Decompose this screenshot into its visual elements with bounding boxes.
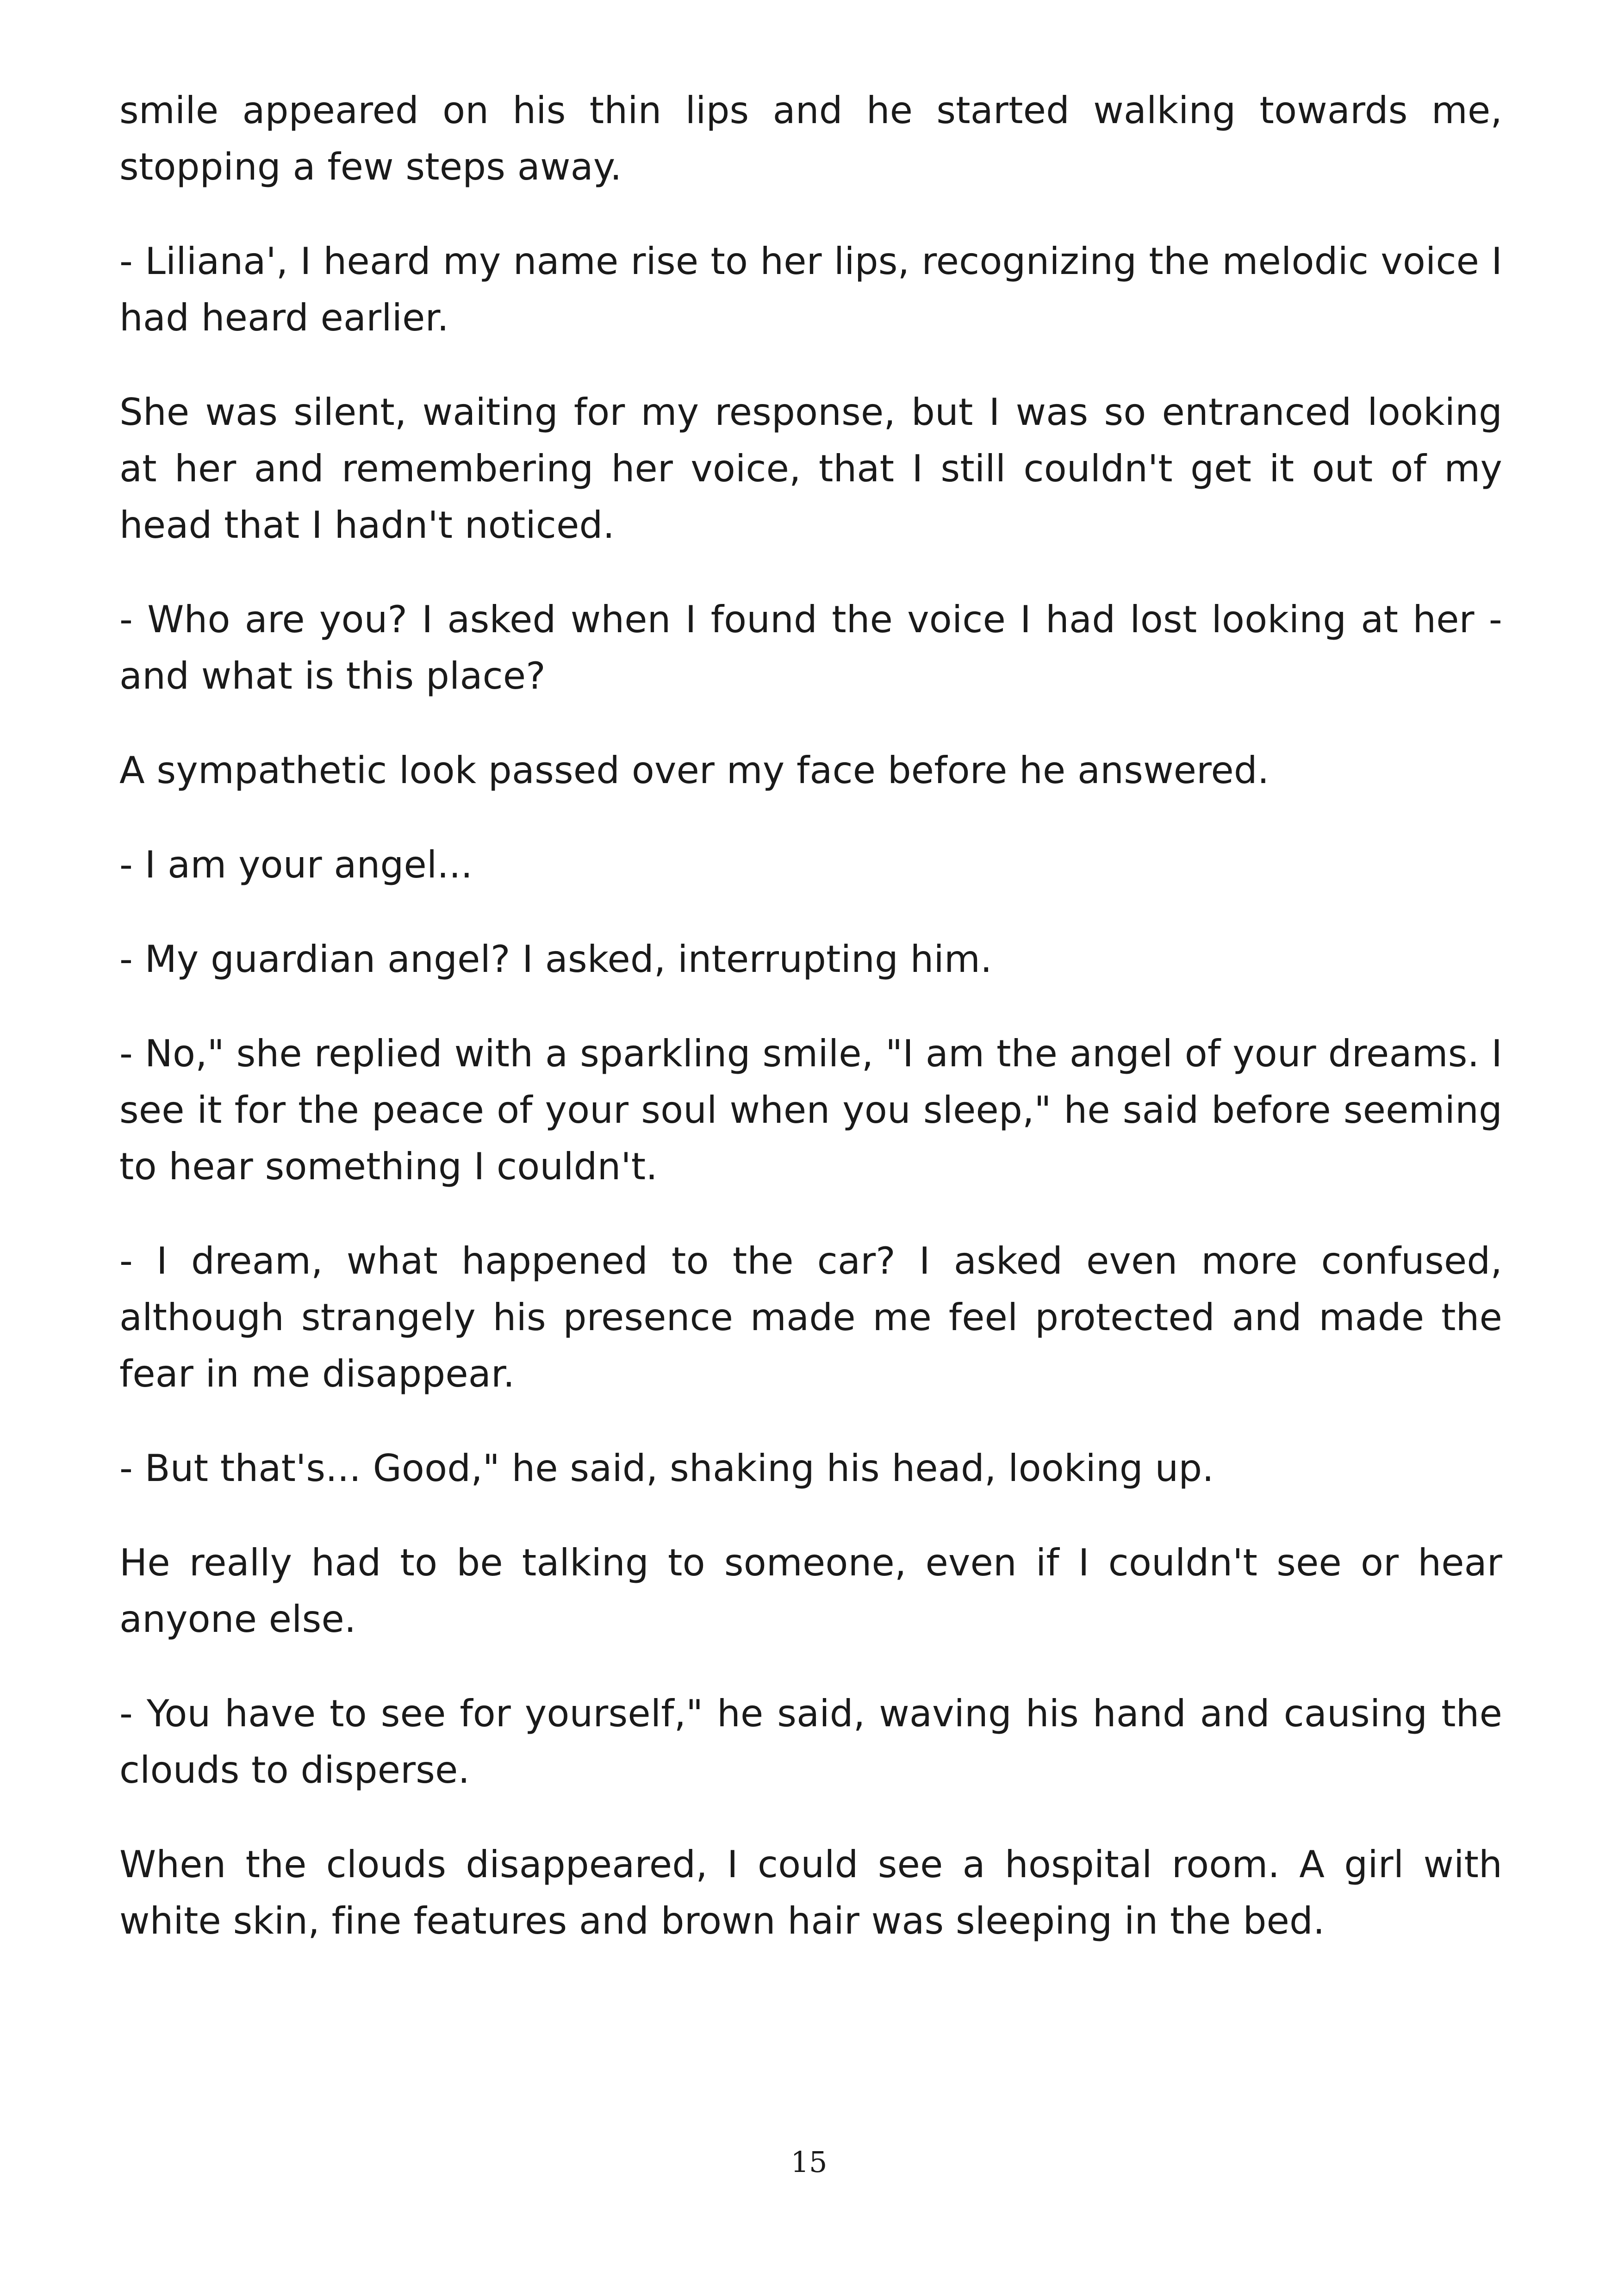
paragraph: - I dream, what happened to the car? I asked even more confused, although strangely his presence made me feel protected and made the fear in me disappear. bbox=[119, 1239, 1502, 1395]
paragraph: - Liliana', I heard my name rise to her lips, recognizing the melodic voice I had heard earlier. bbox=[119, 240, 1502, 339]
paragraph: - No," she replied with a sparkling smile, "I am the angel of your dreams. I see it for the peace of your soul when you sleep," he said before seeming to hear something I couldn't. bbox=[119, 1032, 1502, 1188]
paragraph: - I am your angel... bbox=[119, 843, 473, 886]
paragraph: - You have to see for yourself," he said, waving his hand and causing the clouds to disperse. bbox=[119, 1692, 1502, 1792]
paragraph: When the clouds disappeared, I could see a hospital room. A girl with white skin, fine features and brown hair was sleeping in the bed. bbox=[119, 1843, 1502, 1942]
paragraph: smile appeared on his thin lips and he started walking towards me, stopping a few steps away. bbox=[119, 89, 1502, 188]
page-number: 15 bbox=[790, 2145, 828, 2179]
paragraph: A sympathetic look passed over my face before he answered. bbox=[119, 749, 1270, 792]
paragraph: She was silent, waiting for my response, but I was so entranced looking at her and remembering her voice, that I still couldn't get it out of my head that I hadn't noticed. bbox=[119, 391, 1502, 547]
body-text bbox=[119, 82, 1502, 1949]
paragraph: He really had to be talking to someone, even if I couldn't see or hear anyone else. bbox=[119, 1541, 1502, 1641]
paragraph: - Who are you? I asked when I found the voice I had lost looking at her - and what is this place? bbox=[119, 598, 1502, 697]
paragraph: - My guardian angel? I asked, interrupting him. bbox=[119, 938, 992, 981]
paragraph: - But that's... Good," he said, shaking his head, looking up. bbox=[119, 1447, 1214, 1490]
